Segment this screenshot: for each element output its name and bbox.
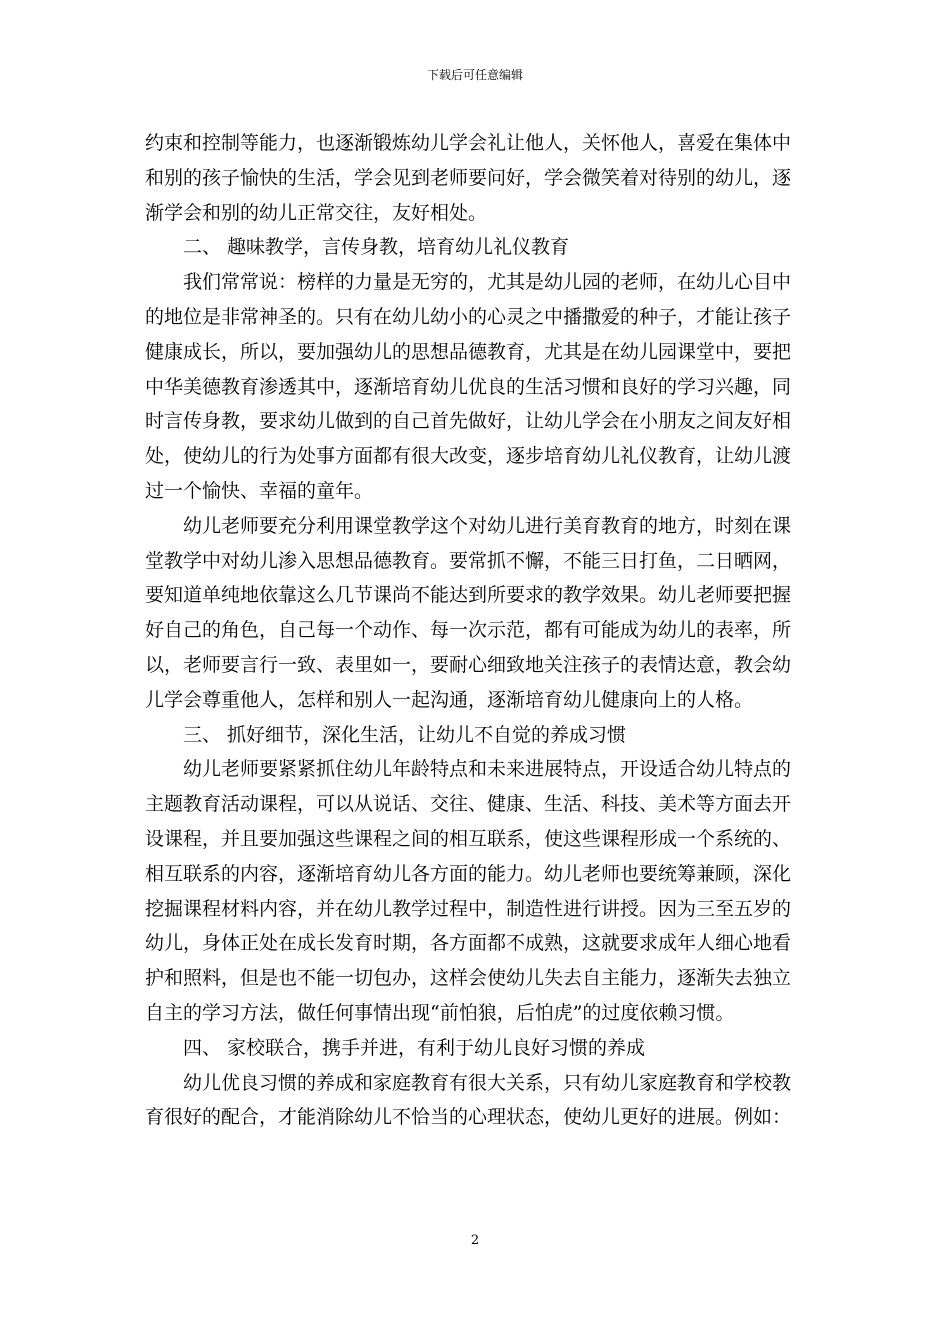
text-line: 幼儿优良习惯的养成和家庭教育有很大关系，只有幼儿家庭教育和学校教: [183, 1071, 792, 1094]
text-line: 设课程，并且要加强这些课程之间的相互联系，使这些课程形成一个系统的、: [145, 827, 792, 850]
text-line: 好自己的角色，自己每一个动作、每一次示范，都有可能成为幼儿的表率，所: [145, 619, 792, 642]
text-line: 挖掘课程材料内容，并在幼儿教学过程中，制造性进行讲授。因为三至五岁的: [145, 897, 792, 920]
text-line: 主题教育活动课程，可以从说话、交往、健康、生活、科技、美术等方面去开: [145, 793, 792, 816]
text-line: 我们常常说：榜样的力量是无穷的，尤其是幼儿园的老师，在幼儿心目中: [183, 271, 792, 294]
text-line: 自主的学习方法，做任何事情出现“前怕狼，后怕虎”的过度依赖习惯。: [145, 1001, 735, 1024]
text-line: 渐学会和别的幼儿正常交往，友好相处。: [145, 201, 488, 224]
text-line: 和别的孩子愉快的生活，学会见到老师要问好，学会微笑着对待别的幼儿，逐: [145, 166, 792, 189]
text-line: 过一个愉快、幸福的童年。: [145, 479, 374, 502]
text-line: 三、 抓好细节，深化生活，让幼儿不自觉的养成习惯: [183, 723, 627, 746]
text-line: 儿学会尊重他人，怎样和别人一起沟通，逐渐培育幼儿健康向上的人格。: [145, 688, 754, 711]
text-line: 处，使幼儿的行为处事方面都有很大改变，逐步培育幼儿礼仪教育，让幼儿渡: [145, 445, 792, 468]
document-body: [145, 126, 815, 1135]
text-line: 二、 趣味教学，言传身教，培育幼儿礼仪教育: [183, 236, 570, 259]
text-line: 中华美德教育渗透其中，逐渐培育幼儿优良的生活习惯和良好的学习兴趣，同: [145, 375, 792, 398]
text-line: 护和照料，但是也不能一切包办，这样会使幼儿失去自主能力，逐渐失去独立: [145, 967, 792, 990]
text-line: 要知道单纯地依靠这么几节课尚不能达到所要求的教学效果。幼儿老师要把握: [145, 584, 792, 607]
text-line: 时言传身教，要求幼儿做到的自己首先做好，让幼儿学会在小朋友之间友好相: [145, 410, 792, 433]
text-line: 育很好的配合，才能消除幼儿不恰当的心理状态，使幼儿更好的进展。例如：: [145, 1106, 792, 1129]
text-line: 幼儿，身体正处在成长发育时期，各方面都不成熟，这就要求成年人细心地看: [145, 932, 792, 955]
text-line: 约束和控制等能力，也逐渐锻炼幼儿学会礼让他人，关怀他人，喜爱在集体中: [145, 132, 792, 154]
page-number: 2: [470, 1233, 480, 1248]
text-line: 幼儿老师要充分利用课堂教学这个对幼儿进行美育教育的地方，时刻在课: [183, 514, 792, 537]
text-line: 幼儿老师要紧紧抓住幼儿年龄特点和未来进展特点，开设适合幼儿特点的: [183, 758, 792, 781]
page-header: 下载后可任意编辑: [426, 68, 523, 82]
text-line: 四、 家校联合，携手并进，有利于幼儿良好习惯的养成: [183, 1036, 646, 1059]
text-line: 的地位是非常神圣的。只有在幼儿幼小的心灵之中播撒爱的种子，才能让孩子: [145, 305, 792, 328]
text-line: 健康成长，所以，要加强幼儿的思想品德教育，尤其是在幼儿园课堂中，要把: [145, 340, 792, 363]
text-line: 相互联系的内容，逐渐培育幼儿各方面的能力。幼儿老师也要统筹兼顾，深化: [145, 862, 792, 885]
text-line: 以，老师要言行一致、表里如一，要耐心细致地关注孩子的表情达意，教会幼: [145, 653, 792, 676]
text-line: 堂教学中对幼儿渗入思想品德教育。要常抓不懈，不能三日打鱼，二日晒网，: [145, 549, 792, 572]
